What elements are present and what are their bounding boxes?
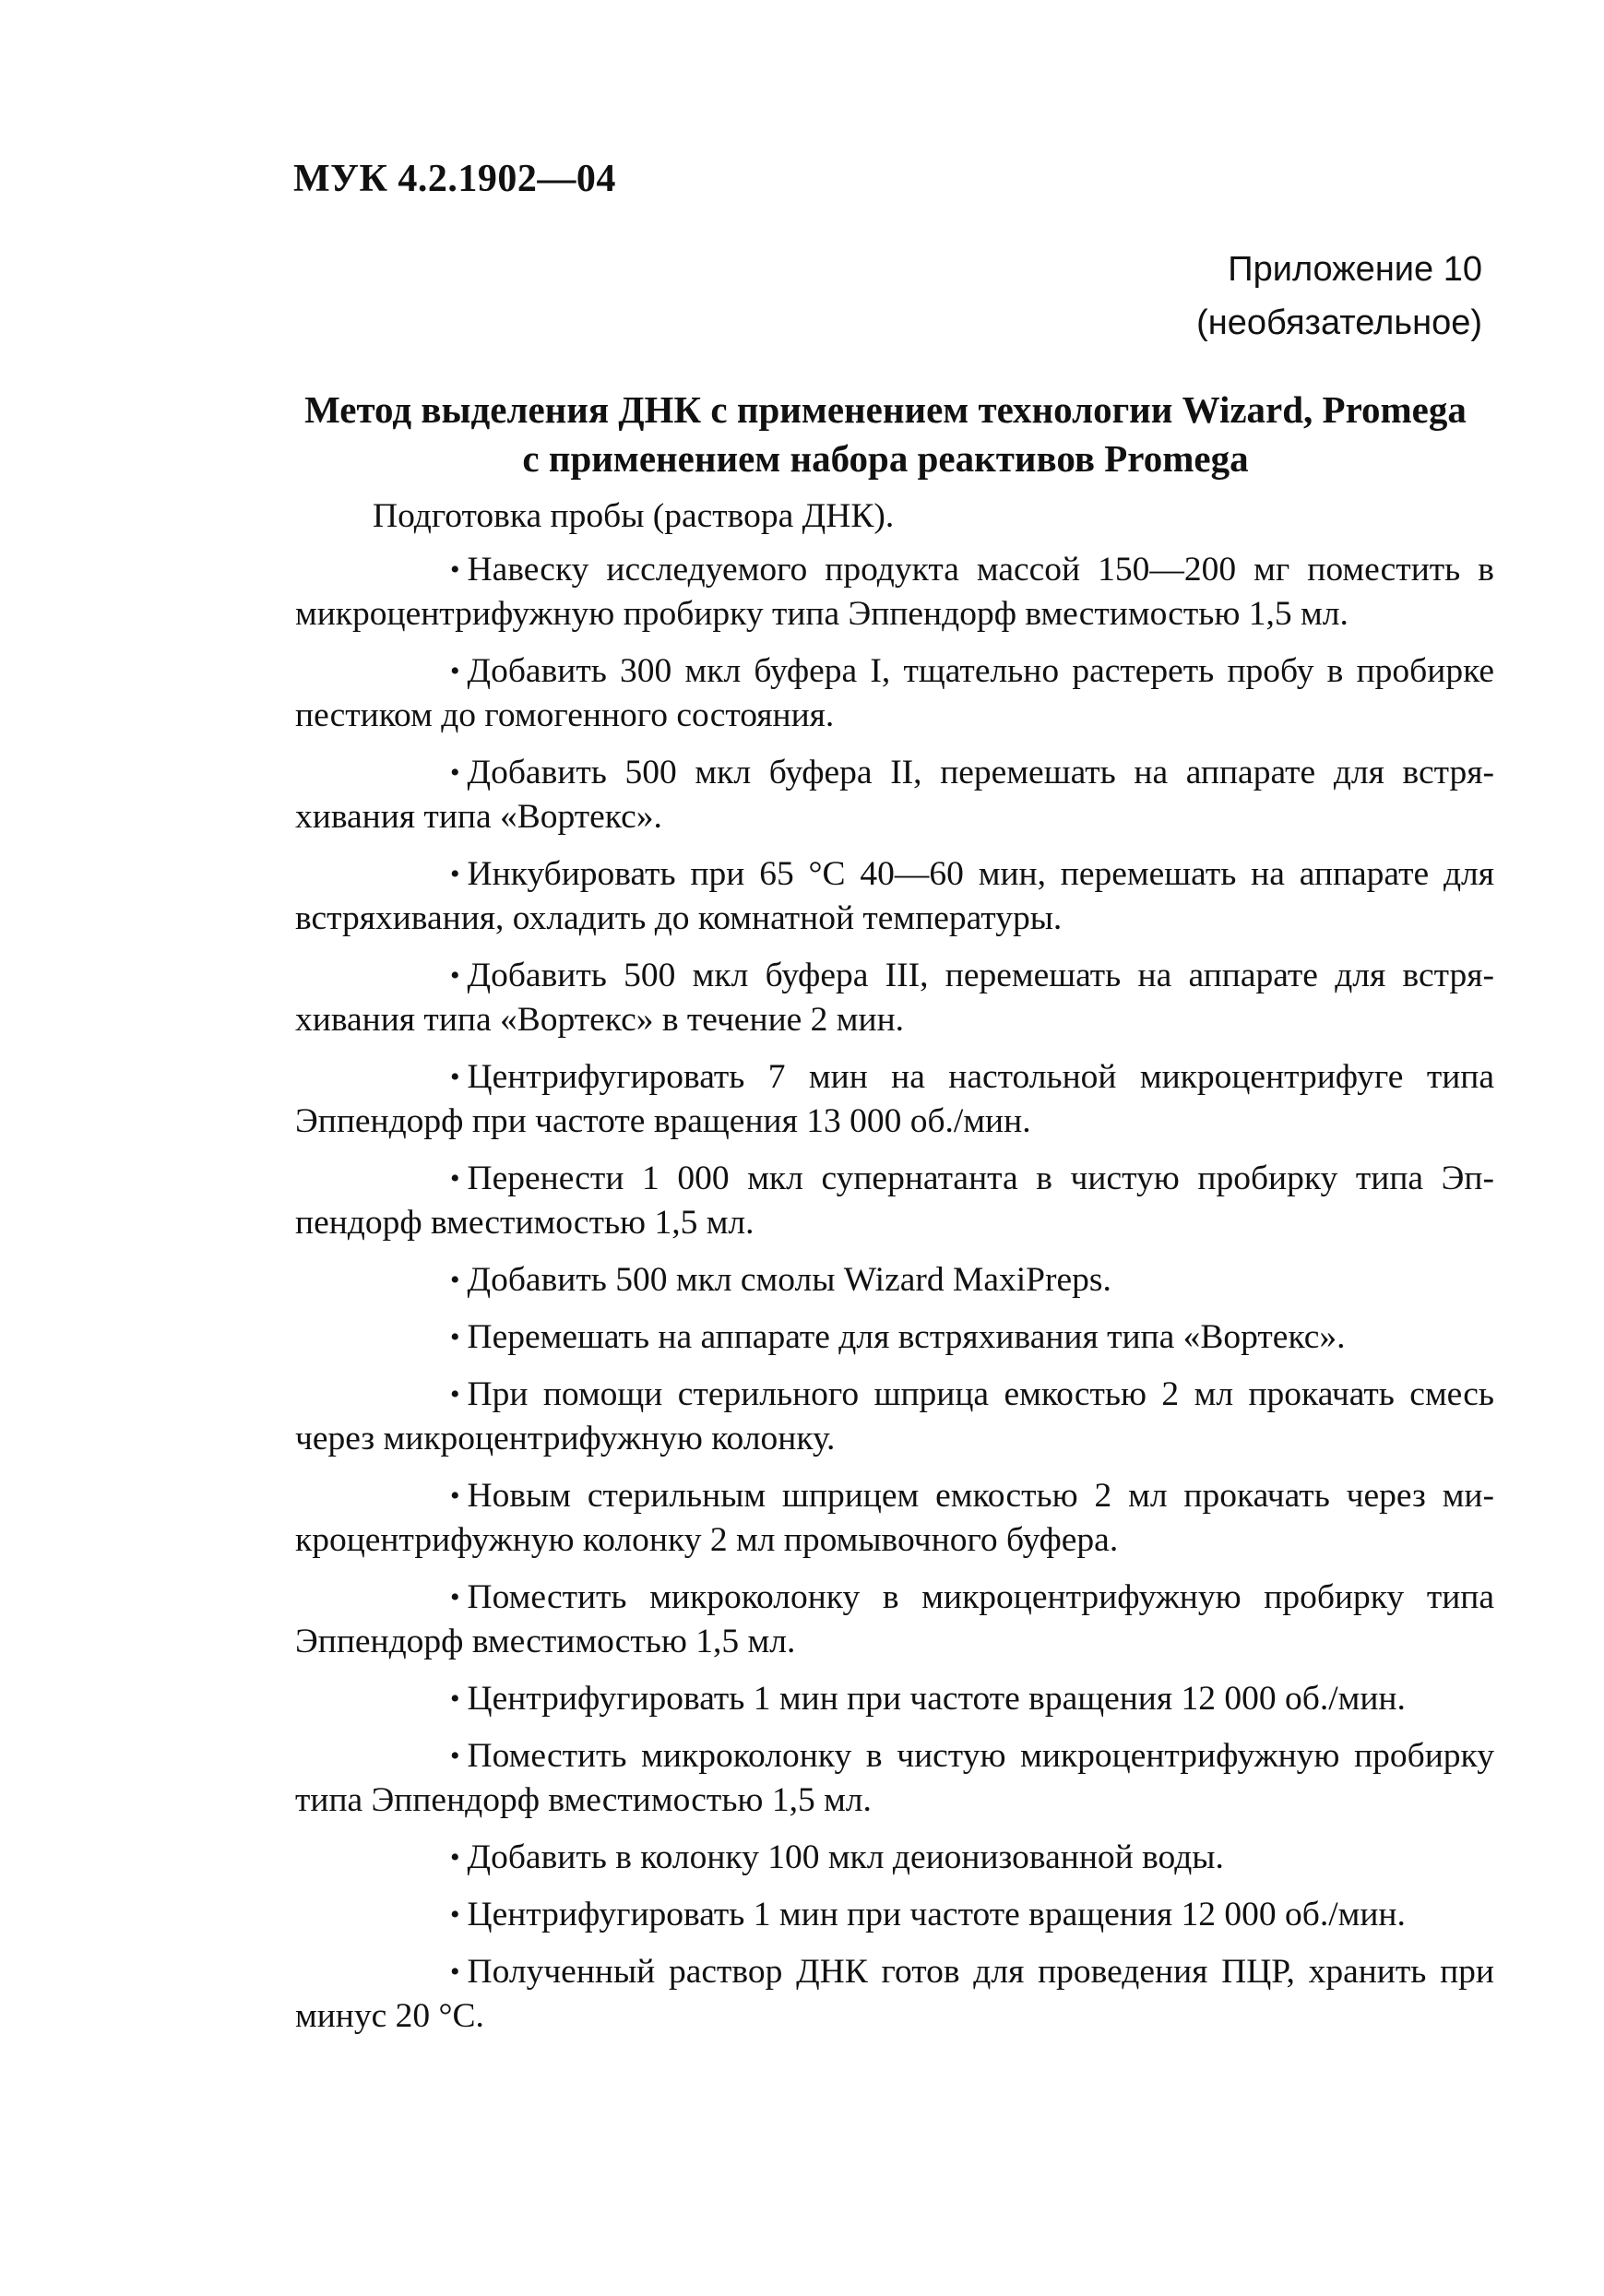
bullet-icon: •	[450, 1481, 460, 1511]
step-item	[295, 1893, 1494, 1937]
bullet-icon: •	[450, 1379, 460, 1410]
appendix-label: Приложение 10	[1228, 250, 1482, 289]
title-line-2: с применением набора реактивов Promega	[522, 437, 1249, 480]
document-body	[295, 494, 1494, 2052]
step-text: Центрифугировать 7 мин на настольной микроцентрифуге типа Эппендорф при частоте вращения 13 000 об./мин.	[295, 1058, 1494, 1140]
document-code: МУК 4.2.1902—04	[293, 158, 616, 200]
step-item	[295, 751, 1494, 839]
step-text: Добавить 500 мкл буфера II, перемешать на аппарате для встряхивания типа «Вортекс».	[295, 754, 1494, 836]
step-text: Добавить в колонку 100 мкл деионизованной воды.	[467, 1838, 1224, 1876]
step-item	[295, 1677, 1494, 1721]
step-item	[295, 1836, 1494, 1880]
bullet-icon: •	[450, 1741, 460, 1771]
step-text: Поместить микроколонку в микроцентрифужную пробирку типа Эппендорф вместимостью 1,5 мл.	[295, 1578, 1494, 1660]
bullet-icon: •	[450, 554, 460, 585]
step-text: Добавить 500 мкл смолы Wizard MaxiPreps.	[467, 1261, 1111, 1299]
bullet-icon: •	[450, 960, 460, 991]
step-item	[295, 1576, 1494, 1664]
step-text: При помощи стерильного шприца емкостью 2 мл прокачать смесь через микроцентрифужную колонку.	[295, 1375, 1494, 1457]
step-item	[295, 1474, 1494, 1563]
appendix-note: (необязательное)	[1196, 303, 1482, 342]
appendix-block	[1196, 243, 1482, 350]
step-item	[295, 954, 1494, 1042]
title-line-1: Метод выделения ДНК с применением технологии Wizard, Promega	[304, 388, 1467, 431]
step-item	[295, 852, 1494, 941]
step-text: Полученный раствор ДНК готов для проведения ПЦР, хранить при минус 20 °С.	[295, 1953, 1494, 2035]
bullet-icon: •	[450, 656, 460, 686]
step-item	[295, 548, 1494, 636]
step-item	[295, 1258, 1494, 1303]
bullet-icon: •	[450, 1265, 460, 1295]
bullet-icon: •	[450, 859, 460, 889]
bullet-icon: •	[450, 1062, 460, 1092]
step-text: Перемешать на аппарате для встряхивания типа «Вортекс».	[467, 1318, 1346, 1356]
step-item	[295, 649, 1494, 738]
bullet-icon: •	[450, 1163, 460, 1194]
step-text: Навеску исследуемого продукта массой 150—200 мг поместить в микроцентрифужную пробирку типа Эппендорф вместимостью 1,5 мл.	[295, 551, 1494, 633]
bullet-icon: •	[450, 1683, 460, 1714]
intro-paragraph: Подготовка пробы (раствора ДНК).	[373, 497, 895, 535]
bullet-icon: •	[450, 1322, 460, 1352]
document-title	[277, 386, 1494, 483]
step-text: Перенести 1 000 мкл супернатанта в чистую пробирку типа Эппендорф вместимостью 1,5 мл.	[295, 1160, 1494, 1242]
step-item	[295, 1315, 1494, 1360]
step-text: Добавить 300 мкл буфера I, тщательно растереть пробу в пробирке пестиком до гомогенного состояния.	[295, 652, 1494, 734]
step-item	[295, 1055, 1494, 1144]
step-item	[295, 1950, 1494, 2039]
step-text: Центрифугировать 1 мин при частоте вращения 12 000 об./мин.	[467, 1680, 1406, 1718]
bullet-icon: •	[450, 757, 460, 788]
bullet-icon: •	[450, 1957, 460, 1987]
step-text: Инкубировать при 65 °С 40—60 мин, перемешать на аппарате для встряхивания, охладить до комнатной температуры.	[295, 855, 1494, 937]
step-text: Поместить микроколонку в чистую микроцентрифужную пробирку типа Эппендорф вместимостью 1,5 мл.	[295, 1737, 1494, 1819]
step-text: Добавить 500 мкл буфера III, перемешать на аппарате для встряхивания типа «Вортекс» в течение 2 мин.	[295, 957, 1494, 1039]
step-text: Новым стерильным шприцем емкостью 2 мл прокачать через микроцентрифужную колонку 2 мл промывочного буфера.	[295, 1477, 1494, 1559]
step-item	[295, 1157, 1494, 1245]
bullet-icon: •	[450, 1842, 460, 1873]
step-item	[295, 1373, 1494, 1461]
bullet-icon: •	[450, 1899, 460, 1930]
bullet-icon: •	[450, 1582, 460, 1612]
step-text: Центрифугировать 1 мин при частоте вращения 12 000 об./мин.	[467, 1896, 1406, 1933]
step-item	[295, 1734, 1494, 1823]
